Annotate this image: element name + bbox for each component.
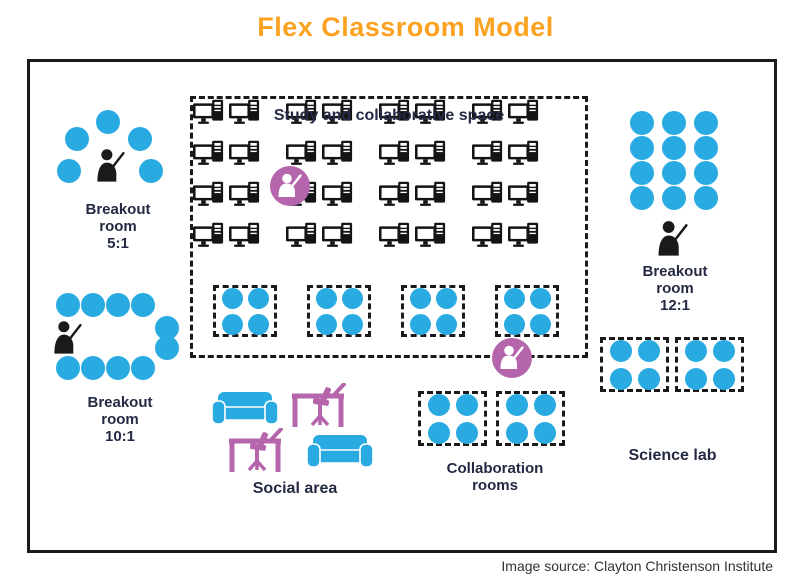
desk-with-chair-icon [290,383,350,429]
desktop-computer-icon [322,181,353,207]
student-seat-dot [685,340,707,362]
pod-seats [316,288,363,335]
pod-seats [222,288,269,335]
desktop-computer-icon [229,181,260,207]
student-seats [630,111,718,210]
student-seat-dot [222,288,243,309]
student-seat-dot [630,186,654,210]
student-seat-dot [713,368,735,390]
student-seat-dot [316,288,337,309]
desktop-computer-icon [472,140,503,166]
page-title: Flex Classroom Model [257,12,554,42]
student-seat-dot [713,340,735,362]
student-seat-dot [410,288,431,309]
study-pod [495,285,559,337]
student-seat-dot [662,161,686,185]
student-seat-dot [342,314,363,335]
science-lab-label: Science lab [628,447,717,464]
student-seat-dot [57,159,81,183]
student-seat-dot [222,314,243,335]
student-seat-dot [342,288,363,309]
desktop-computer-icon [472,181,503,207]
study-pod [307,285,371,337]
student-seat-dot [694,186,718,210]
student-seat-dot [139,159,163,183]
student-seat-dot [694,161,718,185]
computer-pair [193,140,260,166]
computer-pair [193,222,260,248]
student-seat-dot [694,136,718,160]
student-seat-dot [81,293,105,317]
pod-seats [410,288,457,335]
social-area-label: Social area [252,480,338,497]
student-seat-dot [128,127,152,151]
computer-pair [379,140,446,166]
bench-seats [685,340,735,390]
desktop-computer-icon [286,222,317,248]
desktop-computer-icon [193,140,224,166]
computer-pair [472,140,539,166]
student-seat-dot [131,356,155,380]
student-seat-dot [504,314,525,335]
computer-pair [472,222,539,248]
student-seat-dot [610,340,632,362]
student-seat-dot [106,356,130,380]
collaboration-room [418,391,487,446]
student-seat-dot [428,394,450,416]
room-seats [506,394,556,444]
student-seat-dot [56,293,80,317]
student-seat-dot [638,340,660,362]
student-seat-dot [534,394,556,416]
student-seat-dot [685,368,707,390]
desktop-computer-icon [415,181,446,207]
roaming-teacher-icon [270,166,310,206]
computer-pair [286,222,353,248]
student-seat-dot [530,288,551,309]
student-seat-dot [534,422,556,444]
pod-seats [504,288,551,335]
breakout-room-12-1 [620,111,730,321]
desktop-computer-icon [415,140,446,166]
study-pods [213,285,559,337]
desktop-computer-icon [472,222,503,248]
computer-row [193,222,585,248]
student-seat-dot [106,293,130,317]
student-seat-dot [436,288,457,309]
student-seat-dot [65,127,89,151]
student-seat-dot [131,293,155,317]
image-source-credit: Image source: Clayton Christenson Institute [501,558,773,574]
room-label: Breakout room 12:1 [642,263,708,314]
desktop-computer-icon [379,181,410,207]
desktop-computer-icon [415,222,446,248]
couch-icon [212,392,278,426]
desktop-computer-icon [322,222,353,248]
desktop-computer-icon [508,181,539,207]
computer-pair [286,140,353,166]
student-seat-dot [530,314,551,335]
desktop-computer-icon [229,140,260,166]
collaboration-rooms-label: Collaboration rooms [446,460,544,494]
desktop-computer-icon [508,140,539,166]
student-seat-dot [410,314,431,335]
student-seat-dot [456,394,478,416]
student-seat-dot [694,111,718,135]
student-seat-dot [506,394,528,416]
student-seat-dot [662,186,686,210]
student-seat-dot [96,110,120,134]
desktop-computer-icon [193,181,224,207]
desk-with-chair-icon [227,428,287,474]
computer-row [193,140,585,166]
student-seat-dot [630,161,654,185]
student-seat-dot [56,356,80,380]
student-seat-dot [630,111,654,135]
room-label: Breakout room 10:1 [87,394,153,445]
teacher-icon [52,320,82,354]
student-seat-dot [630,136,654,160]
student-seat-dot [638,368,660,390]
study-space-title: Study and collaborative space [273,107,505,124]
desktop-computer-icon [286,140,317,166]
student-seat-dot [81,356,105,380]
breakout-room-10-1 [45,294,195,464]
breakout-room-5-1 [60,107,176,257]
student-seat-dot [316,314,337,335]
student-seat-dot [506,422,528,444]
student-seat-dot [610,368,632,390]
student-seat-dot [155,336,179,360]
student-seat-dot [504,288,525,309]
science-lab-bench [675,337,744,392]
collaboration-room [496,391,565,446]
computer-pair [472,181,539,207]
student-seat-dot [428,422,450,444]
student-seat-dot [662,136,686,160]
student-seat-dot [436,314,457,335]
student-seat-dot [248,314,269,335]
computer-row [193,181,585,207]
science-lab-bench [600,337,669,392]
teacher-icon [656,220,688,256]
bench-seats [610,340,660,390]
room-label: Breakout room 5:1 [85,201,151,252]
classroom-floorplan [27,59,777,553]
desktop-computer-icon [229,222,260,248]
room-seats [428,394,478,444]
desktop-computer-icon [193,222,224,248]
desktop-computer-icon [379,222,410,248]
desktop-computer-icon [322,140,353,166]
student-seat-dot [248,288,269,309]
science-lab [600,337,744,392]
desktop-computer-icon [379,140,410,166]
study-pod [213,285,277,337]
student-seat-dot [456,422,478,444]
collaboration-rooms [418,391,565,446]
computer-pair [379,222,446,248]
desktop-computer-icon [508,222,539,248]
study-pod [401,285,465,337]
computer-pair [379,181,446,207]
roaming-teacher-icon [492,338,532,378]
teacher-icon [95,148,125,182]
study-and-collaborative-space [190,96,588,358]
computer-pair [193,181,260,207]
couch-icon [307,435,373,469]
student-seat-dot [662,111,686,135]
